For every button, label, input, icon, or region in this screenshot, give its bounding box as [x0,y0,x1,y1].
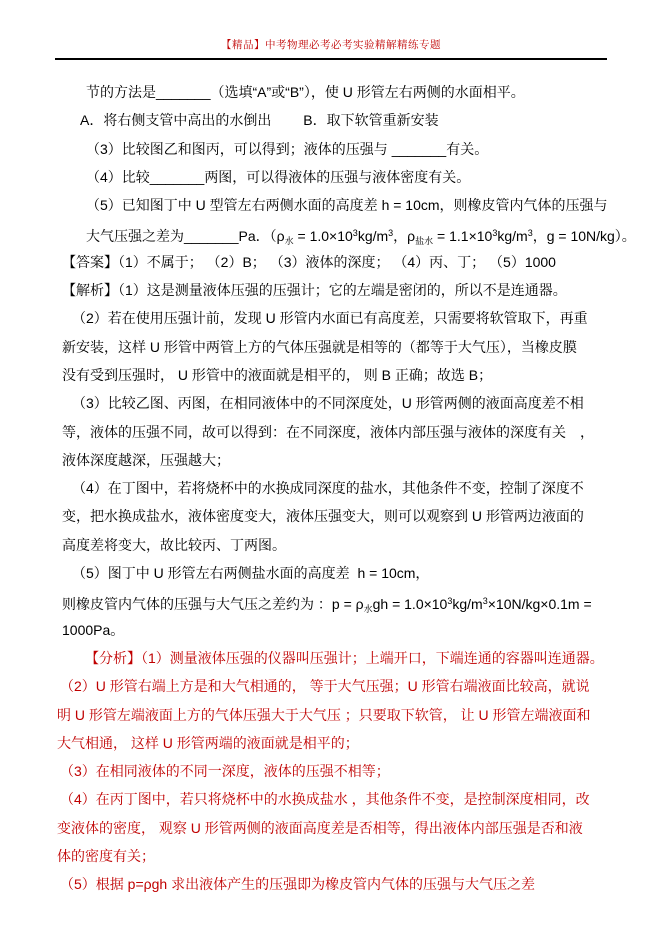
text-run: 没有受到压强时， U 形管中的液面就是相平的， 则 B 正确；故选 B； [62,366,493,383]
text-run: （4）在丁图中，若将烧杯中的水换成同深度的盐水，其他条件不变，控制了深度不 [72,480,584,497]
text-run: A．将右侧支管中高出的水倒出 B．取下软管重新安装 [80,112,439,129]
analysis-line [62,644,622,672]
analysis-line [60,672,622,700]
text-run: 变液体的密度， 观察 U 形管两侧的液面高度差是否相等，得出液体内部压强是否和液 [57,819,583,836]
explanation-line [62,418,622,446]
question-line [62,106,622,134]
text-run: 3 [492,228,498,239]
text-run: 【解析】（1）这是测量液体压强的压强计；它的左端是密闭的，所以不是连通器。 [62,282,567,299]
text-run: 明 U 形管左端液面上方的气体压强大于大气压 ；只要取下软管， 让 U 形管左端液面和 [57,706,591,723]
question-line [62,78,622,106]
text-run: 水 [284,236,294,247]
text-run: ×10N/kg×0.1m = [487,596,592,613]
text-run: 3 [447,596,453,607]
blank-field: _______ [184,228,239,245]
text-run: 3 [527,228,533,239]
text-run: 1000Pa。 [62,621,125,638]
text-run: 盐水 [415,236,434,247]
text-run: kg/m [497,228,528,245]
text-run: 3 [352,228,358,239]
analysis-line [57,701,622,729]
text-run: Pa．（ρ [238,228,285,245]
explanation-line [62,333,622,361]
blank-field: _______ [149,168,205,185]
explanation-line [62,446,622,474]
analysis-line [57,814,622,842]
question-line [62,219,636,247]
analysis-line [60,870,622,898]
text-run: 液体深度越深，压强越大； [62,451,230,468]
explanation-line [62,616,622,644]
document-body [57,78,636,899]
text-run: 3 [482,596,488,607]
text-run: 有关。 [446,140,489,157]
text-run: 变，把水换成盐水，液体密度变大，液体压强变大，则可以观察到 U 形管两边液面的 [62,508,584,525]
question-line [62,163,622,191]
text-run: （4）在丙丁图中，若只将烧杯中的水换成盐水 ，其他条件不变，是控制深度相同，改 [60,791,590,808]
text-run: 【答案】（1）不属于； （2）B； （3）液体的深度； （4）丙、丁； （5）1000 [62,253,556,270]
text-run: 3 [388,228,394,239]
text-run: 体的密度有关； [57,848,155,865]
analysis-line [60,785,622,813]
analysis-line [57,729,622,757]
blank-field: _______ [156,84,211,100]
explanation-line [62,389,622,417]
text-run: kg/m [357,228,389,245]
text-run: kg/m [452,596,483,613]
explanation-line [62,276,622,304]
explanation-line [62,587,622,615]
text-run: 两图，可以得液体的压强与液体密度有关。 [204,168,471,185]
blank-field: _______ [391,140,447,157]
explanation-line [62,531,622,559]
text-run: 等，液体的压强不同，故可以得到：在不同深度，液体内部压强与液体的深度有关 ， [62,423,594,440]
text-run: ，ρ [393,228,416,245]
question-line [62,135,622,163]
text-run: （3）比较图乙和图丙，可以得到；液体的压强与 [86,140,392,157]
analysis-line [60,757,622,785]
text-run: （2）U 形管右端上方是和大气相通的， 等于大气压强；U 形管右端液面比较高，就说 [60,678,590,695]
question-line [62,191,622,219]
text-run: （选填“A”或“B”），使 U 形管左右两侧的水面相平。 [210,84,525,100]
text-run: ，g = 10N/kg）。 [532,228,636,245]
text-run: （5）根据 p=ρgh 求出液体产生的压强即为橡皮管内气体的压强与大气压之差 [60,876,536,893]
explanation-line [62,361,622,389]
explanation-line [62,304,622,332]
text-run: 新安装，这样 U 形管中两管上方的气体压强就是相等的（都等于大气压），当橡皮膜 [62,338,577,355]
answer-line [62,248,622,276]
text-run: 高度差将变大，故比较丙、丁两图。 [62,536,286,553]
text-run: gh = 1.0×10 [372,596,448,613]
text-run: （2）若在使用压强计前，发现 U 形管内水面已有高度差，只需要将软管取下，再重 [72,310,588,327]
text-run: （4）比较 [86,168,150,185]
analysis-line [57,842,622,870]
text-run: 水 [363,604,373,615]
page-header-title: 【精品】中考物理必考必考实验精解精练专题 [221,39,441,51]
text-run: 大气相通， 这样 U 形管两端的液面就是相平的； [57,734,359,751]
text-run: （3）比较乙图、丙图，在相同液体中的不同深度处，U 形管两侧的液面高度差不相 [72,395,584,412]
text-run: = 1.0×10 [293,228,353,245]
text-run: （5）已知图丁中 U 型管左右两侧水面的高度差 h = 10cm，则橡皮管内气体的压强与 [86,197,608,214]
text-run: 大气压强之差为 [86,228,184,245]
text-run: （3）在相同液体的不同一深度，液体的压强不相等； [60,763,390,780]
text-run: 则橡皮管内气体的压强与大气压之差约为 ：p = ρ [62,596,364,613]
header-divider [55,58,607,60]
text-run: （5）图丁中 U 形管左右两侧盐水面的高度差 h = 10cm， [72,565,430,582]
text-run: 节的方法是 [86,84,156,100]
explanation-line [62,474,622,502]
text-run: 【分析】（1）测量液体压强的仪器叫压强计；上端开口，下端连通的容器叫连通器。 [85,649,604,666]
text-run: = 1.1×10 [433,228,493,245]
explanation-line [62,502,622,530]
explanation-line [62,559,622,587]
